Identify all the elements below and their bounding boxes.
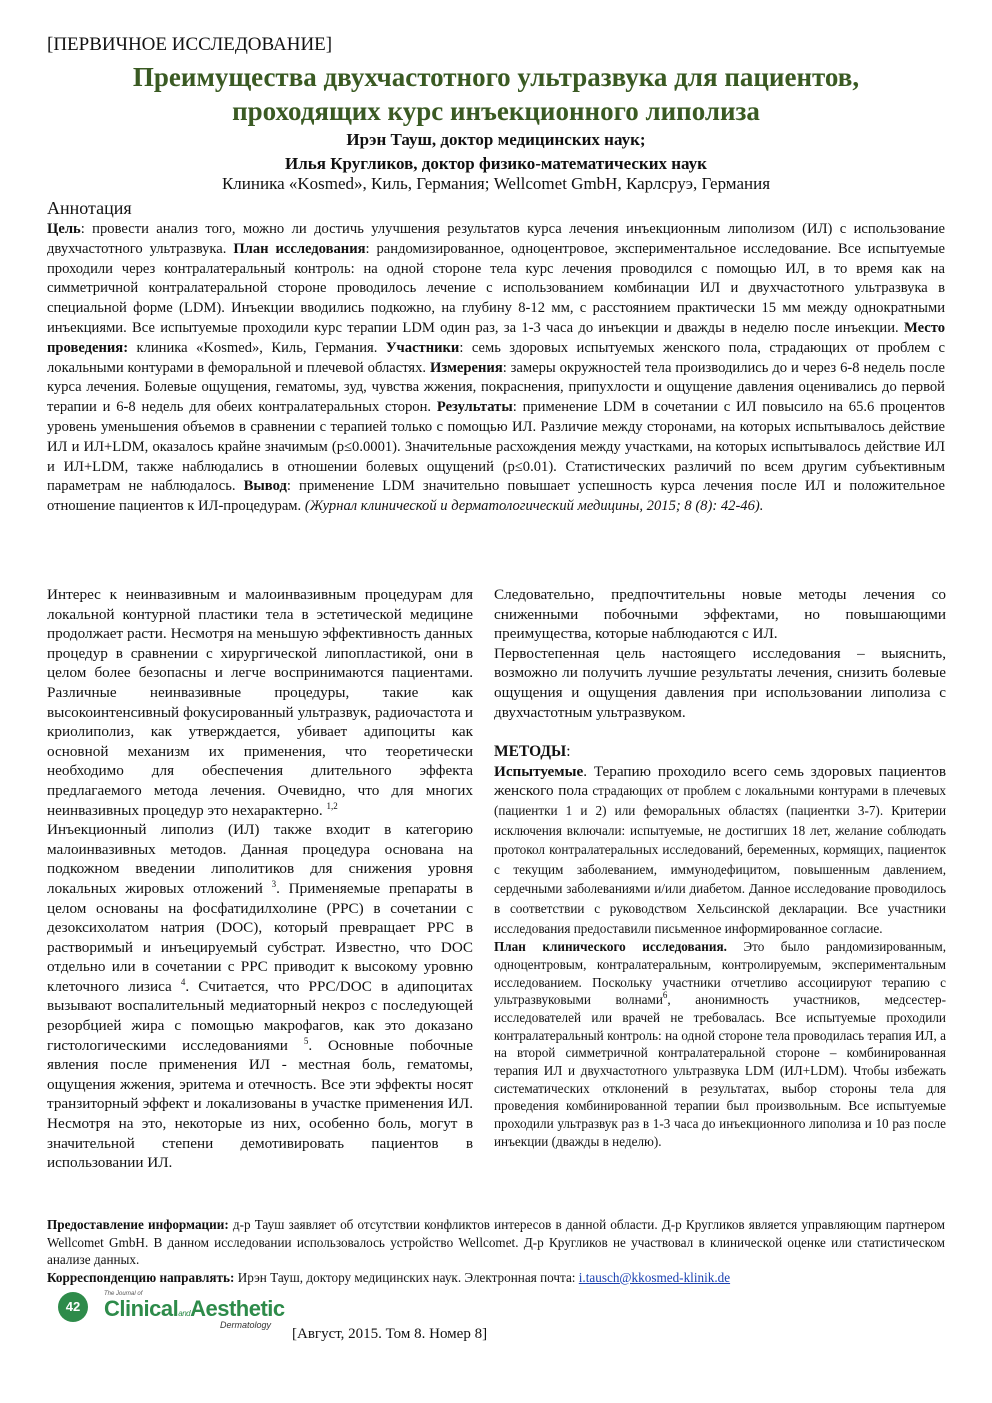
right-column (494, 585, 946, 1151)
affiliation: Клиника «Kosmed», Киль, Германия; Wellcomet GmbH, Карлсруэ, Германия (221, 174, 771, 193)
ref-4: 4 (180, 976, 186, 987)
disclosure (47, 1216, 945, 1269)
journal-logo-clinical: Clinical (104, 1296, 179, 1321)
intro-p2b-text: . Применяемые препараты в целом основаны на фосфатидилхолине (PPC) в сочетании с дезоксихолатом натрия (DOC), который превращает PPC в растворимый и инъецируемый субстрат. Известно, что DOC отдельно или в сочетании с PPC приводит к высокому уровню клеточного лизиса (47, 879, 473, 995)
measurements-label: Измерения (429, 359, 503, 376)
ref-1-2: 1,2 (326, 800, 338, 811)
methods-colon: : (566, 743, 571, 761)
measurements-text: : замеры окружностей тела производились до и через 6-8 недель после курса лечения. Болевые ощущения, гематомы, зуд, чувства жжения, покраснения, припухлости и ощущение давления оценивались до первой терапии и 6-8 недель для обеих контралатеральных сторон. (47, 359, 945, 416)
plan-text-a: Это было рандомизированным, одноцентровым, контралатеральным, контролируемым, экспериментальным исследованием. Поскольку участники отчетливо ассоциируют терапию с ультразвуковыми волнами (494, 939, 946, 1008)
article-title (40, 60, 952, 128)
section-tag: [ПЕРВИЧНОЕ ИССЛЕДОВАНИЕ] (47, 34, 333, 55)
abstract-body (47, 220, 945, 517)
citation: (Журнал клинической и дерматологический медицины, 2015; 8 (8): 42-46). (304, 498, 764, 515)
aim-text: : провести анализ того, можно ли достичь улучшения результатов курса лечения инъекционным липолизом (ИЛ) с использование двухчастотного ультразвука. (47, 221, 945, 257)
subjects-text-b: страдающих от проблем с локальными контурами в плечевых (пациентки 1 и 2) или феморальных областях (пациентки 3-7). Критерии исключения включали: испытуемые, не достигших 18 лет, желание соблюдать протокол контралатеральных исследований, беременных, кормящих, пациенток с текущим заболеванием, иммунодефицитом, повышенным давлением, сердечными заболеваниями и/или диабетом. Данное исследование проводилось в соответствии с руководством Хельсинской декларации. Все участники исследования предоставили письменное информированное согласие. (494, 783, 946, 936)
design-label: План исследования (233, 240, 366, 257)
title-line-1: Преимущества двухчастотного ультразвука для пациентов, (132, 62, 860, 92)
participants-text: : семь здоровых испытуемых женского пола, страдающих от проблем с локальными контурами в феморальной и плечевой областях. (47, 339, 945, 376)
journal-logo-subtitle: Dermatology (220, 1320, 272, 1330)
intro-p2a-text: Инъекционный липолиз (ИЛ) также входит в категорию малоинвазивных методов. Данная процедура основана на подкожном введении липолитиков для снижения уровня локальных жировых отложений (47, 821, 473, 897)
plan-text-b: , анонимность участников, медсестер-исследователей или врачей не требовалась. Все испытуемые проходили контралатеральный контроль: на одной стороне тела проводилась терапия ИЛ, а на второй симметричной контралатеральной стороне – комбинированная терапия ИЛ и двухчастотного ультразвука LDM (ИЛ+LDM). Чтобы избежать систематических отклонений в результатах, выбор стороны тела для проведения комбинированной терапии был произвольным. Все испытуемые проходили ультразвук раз в 1-3 часа до инъекционного липолиза и 10 раз после инъекции (дважды в неделю). (494, 992, 946, 1149)
right-paragraph-2: Первостепенная цель настоящего исследования – выяснить, возможно ли получить лучшие результаты лечения, снизить болевые ощущения и ощущения давления при использовании липолиза с двухчастотным ультразвуком. (494, 644, 946, 721)
methods-heading-text: МЕТОДЫ (494, 743, 567, 761)
abstract-heading: Аннотация (47, 198, 132, 218)
ref-6: 6 (662, 990, 668, 1001)
subjects-paragraph (494, 762, 946, 938)
footer-notes (47, 1216, 945, 1286)
email-link[interactable]: i.tausch@kkosmed-klinik.de (578, 1269, 731, 1285)
ref-5: 5 (303, 1035, 309, 1046)
intro-p2c-text: . Считается, что PPC/DOC в адипоцитах вызывают воспалительный медиаторный некроз с последующей резорбцией жира с помощью макрофагов, как это доказано гистологическими исследованиями (47, 977, 473, 1054)
journal-logo-and: and (178, 1309, 191, 1318)
results-label: Результаты (436, 399, 513, 416)
results-text: : применение LDM в сочетании с ИЛ повысило на 65.6 процентов уровень уменьшения объемов в сравнении с терапией только с помощью ИЛ. Различие между сторонами, на которых испытывалось действие ИЛ и ИЛ+LDM, оказалось крайне значимым (p≤0.0001). Значительные расхождения между участками, на которых испытывалось действие ИЛ и ИЛ+LDM, также наблюдались в отношении болевых ощущений (p≤0.01). Статистических различий по всем другим субъективным параметрам не наблюдалось. (47, 399, 946, 495)
plan-paragraph (494, 938, 946, 1150)
correspondence-text: Ирэн Тауш, доктору медицинских наук. Электронная почта: (234, 1269, 579, 1285)
authors (40, 128, 952, 176)
participants-label: Участники (385, 339, 460, 356)
page-number-badge: 42 (58, 1292, 88, 1322)
intro-paragraph-1 (47, 585, 473, 820)
issue-info: [Август, 2015. Том 8. Номер 8] (292, 1326, 488, 1342)
plan-label: План клинического исследования. (494, 939, 727, 955)
title-line-2: проходящих курс инъекционного липолиза (232, 96, 760, 126)
author-1: Ирэн Тауш, доктор медицинских наук; (346, 130, 646, 149)
setting-label: Место проведения: (47, 319, 945, 356)
left-column (47, 585, 473, 1173)
ref-3: 3 (271, 878, 277, 889)
design-text: : рандомизированное, одноцентровое, экспериментальное исследование. Все испытуемые проходили через контралатеральный контроль: на одной стороне тела курс лечения проводился с помощью ИЛ, в то время как на симметричной контралатеральной стороне проводилось лечение с использованием комбинации ИЛ и двухчастотного ультразвука в специальной форме (LDM). Инъекции вводились подкожно, на глубину 8-12 мм, с расстоянием практически 15 мм между однократными инъекциями. Все испытуемые проходили курс терапии LDM один раз, за 1-3 часа до инъекции и дважды в неделю после инъекции. (47, 240, 945, 336)
correspondence-label: Корреспонденцию направлять: (47, 1269, 235, 1285)
intro-p1-text: Интерес к неинвазивным и малоинвазивным процедурам для локальной контурной пластики тела в эстетической медицине продолжает расти. Несмотря на меньшую эффективность данных процедур в сравнении с хирургической липопластикой, они в целом более безопасны и легче воспринимаются пациентами. Различные неинвазивные процедуры, такие как высокоинтенсивный фокусированный ультразвук, радиочастота и криолиполиз, как утверждается, убивает адипоциты как основной механизм их применения, что теоретически необходимо для обеспечения длительного эффекта предлагаемого метода лечения. Очевидно, что для многих неинвазивных процедур это нехарактерно. (47, 586, 473, 819)
aim-label: Цель (47, 221, 81, 237)
subjects-text-a: . Терапию проходило всего семь здоровых пациентов женского пола (494, 762, 946, 800)
disclosure-text: д-р Тауш заявляет об отсутствии конфликтов интересов в данной области. Д-р Кругликов является управляющим партнером Wellcomet GmbH. В данном исследовании использовалось устройство Wellcomet. Д-р Кругликов не участвовал в клинической оценке или статистическом анализе данных. (47, 1217, 946, 1267)
intro-p2d-text: . Основные побочные явления после применения ИЛ - местная боль, гематомы, ощущения жжения, эритема и отечность. Все эти эффекты носят транзиторный эффект и локализованы в участке применения ИЛ. Несмотря на это, некоторые из них, особенно боль, могут в значительной степени демотивировать пациентов в использовании ИЛ. (47, 1036, 473, 1172)
setting-text: клиника «Kosmed», Киль, Германия. (128, 339, 386, 356)
methods-heading (494, 742, 946, 762)
journal-logo-aesthetic: Aesthetic (190, 1296, 285, 1321)
right-paragraph-1: Следовательно, предпочтительны новые методы лечения со сниженными побочными эффектами, но повышающими преимущества, которые наблюдаются с ИЛ. (494, 586, 946, 643)
disclosure-label: Предоставление информации: (47, 1217, 229, 1232)
intro-paragraph-2 (47, 820, 473, 1173)
author-2: Илья Кругликов, доктор физико-математических наук (285, 154, 707, 173)
conclusion-text: : применение LDM значительно повышает успешность курса лечения после ИЛ и положительное отношение пациентов к ИЛ-процедурам. (47, 478, 945, 515)
subjects-label: Испытуемые (494, 762, 584, 780)
journal-logo-prefix: The Journal of (104, 1291, 143, 1297)
correspondence (47, 1269, 945, 1287)
conclusion-label: Вывод (243, 478, 287, 495)
journal-logo (104, 1296, 285, 1322)
